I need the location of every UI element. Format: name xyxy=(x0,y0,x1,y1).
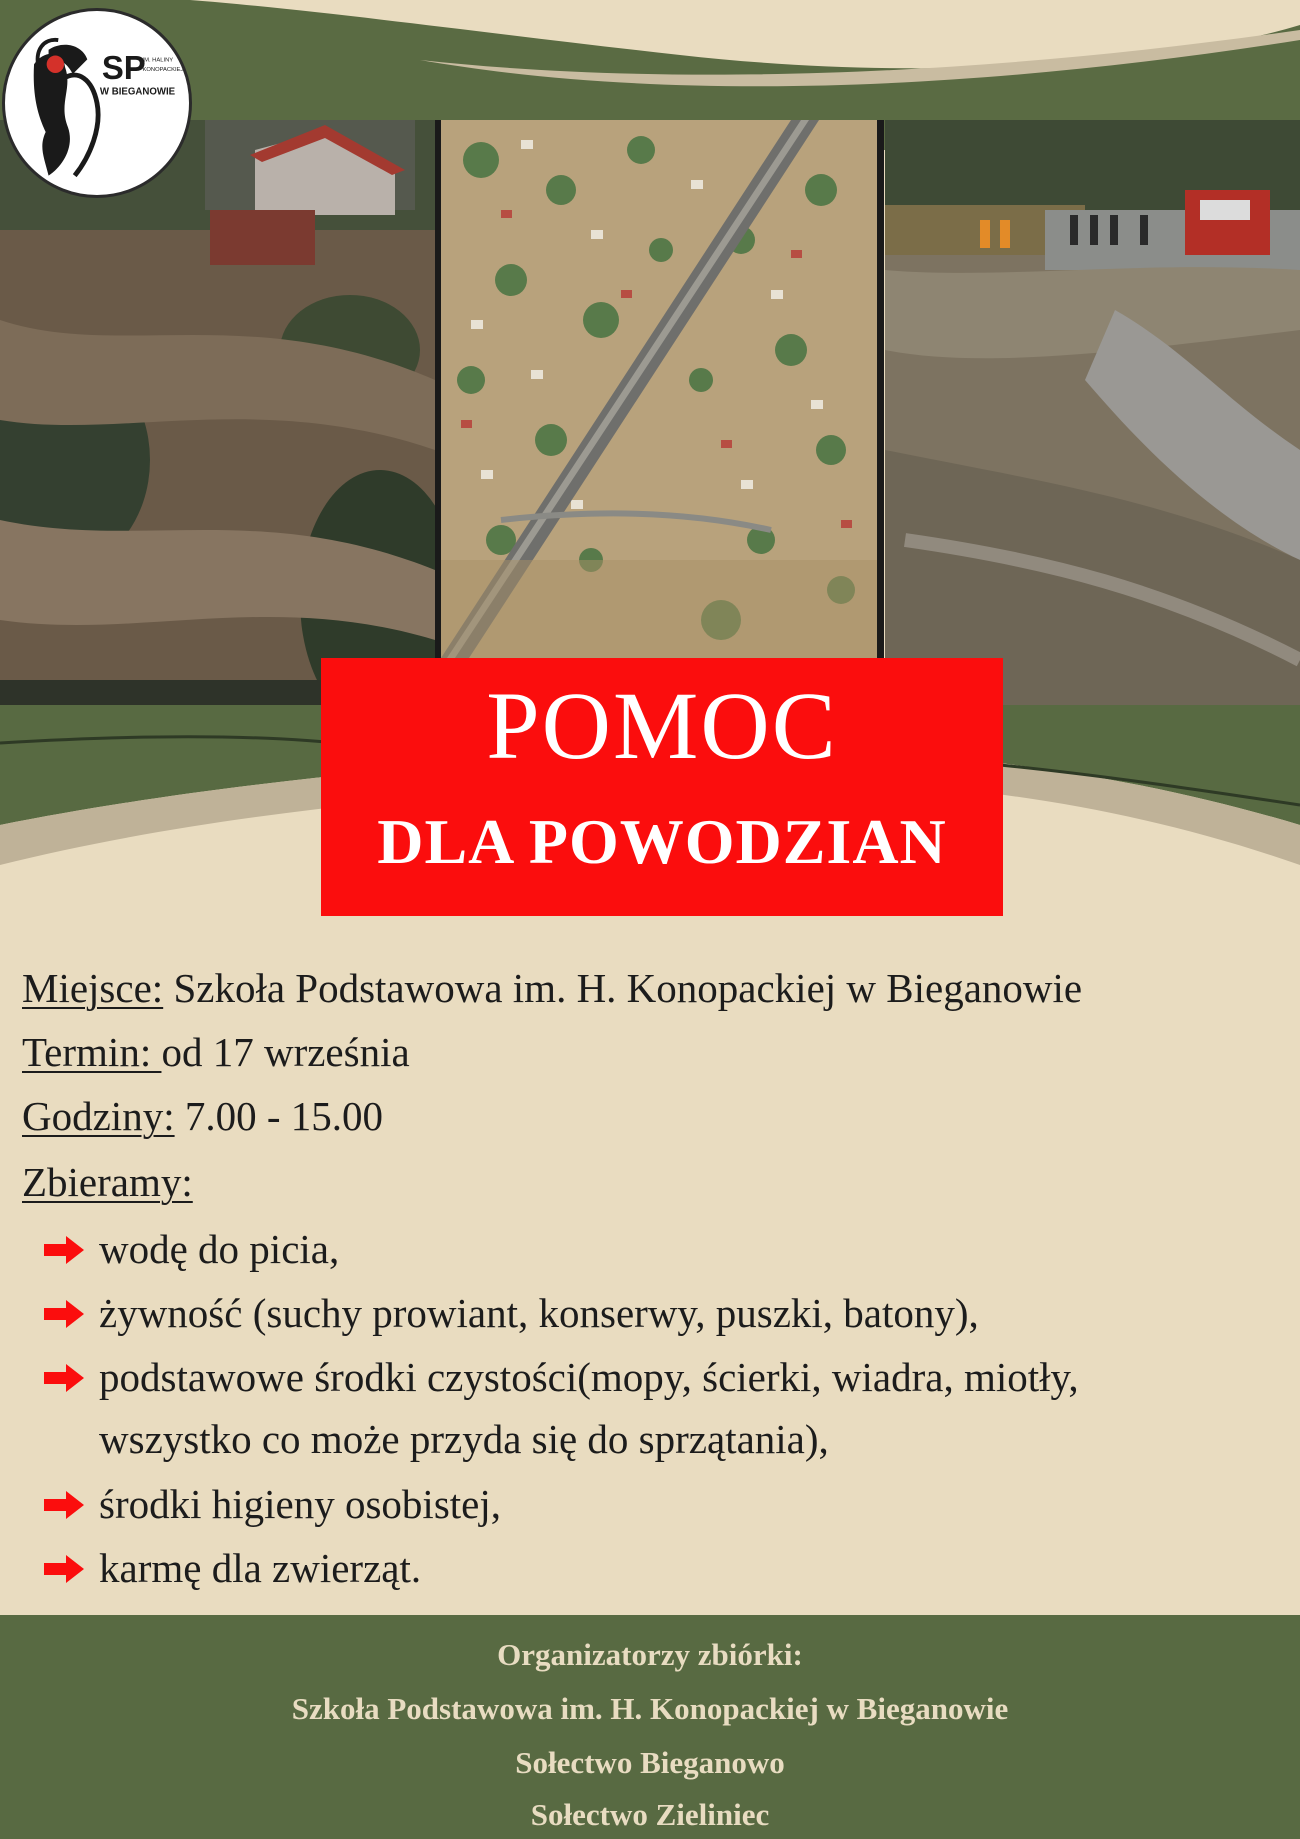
photo-aerial-flooded-town xyxy=(441,120,877,658)
hours-label: Godziny: xyxy=(22,1093,175,1139)
logo-line2: KONOPACKIEJ xyxy=(142,67,184,74)
place-label: Miejsce: xyxy=(22,965,164,1011)
arrow-right-icon xyxy=(44,1490,84,1520)
place-line xyxy=(22,965,1083,1011)
date-line xyxy=(22,1029,410,1075)
logo-line3: W BIEGANOWIE xyxy=(99,86,176,98)
place-value: Szkoła Podstawowa im. H. Konopackiej w Bieganowie xyxy=(163,965,1083,1011)
title-box xyxy=(321,658,1003,916)
collect-label: Zbieramy: xyxy=(22,1159,193,1205)
arrow-right-icon xyxy=(44,1235,84,1265)
photo-divider xyxy=(877,120,884,720)
item-text: podstawowe środki czystości(mopy, ścierki, wiadra, miotły, xyxy=(99,1354,1079,1400)
footer-org-zieliniec: Sołectwo Zieliniec xyxy=(530,1797,770,1832)
photo-flood-rescue-road xyxy=(885,120,1300,718)
collect-line xyxy=(22,1159,193,1205)
title-main: POMOC xyxy=(486,672,838,779)
arrow-right-icon xyxy=(44,1363,84,1393)
item-text: żywność (suchy prowiant, konserwy, puszki, batony), xyxy=(99,1290,979,1336)
organizers-footer xyxy=(0,1615,1300,1839)
arrow-right-icon xyxy=(44,1554,84,1584)
footer-org-school: Szkoła Podstawowa im. H. Konopackiej w Bieganowie xyxy=(291,1691,1009,1726)
item-text: wszystko co może przyda się do sprzątania), xyxy=(99,1416,829,1462)
date-value: od 17 września xyxy=(161,1029,410,1075)
hours-line xyxy=(22,1093,383,1139)
school-logo xyxy=(2,8,192,198)
footer-org-bieganowo: Sołectwo Bieganowo xyxy=(515,1745,785,1780)
footer-heading: Organizatorzy zbiórki: xyxy=(497,1637,803,1672)
date-label: Termin: xyxy=(22,1029,162,1075)
item-text: karmę dla zwierząt. xyxy=(99,1545,422,1591)
photo-flooded-river xyxy=(0,120,435,718)
logo-initials: SP xyxy=(101,48,146,86)
hours-value: 7.00 - 15.00 xyxy=(174,1093,383,1139)
arrow-right-icon xyxy=(44,1299,84,1329)
item-text: środki higieny osobistej, xyxy=(99,1481,502,1527)
title-sub: DLA POWODZIAN xyxy=(377,806,947,877)
logo-line1: IM. HALINY xyxy=(142,57,174,64)
item-text: wodę do picia, xyxy=(99,1226,340,1272)
